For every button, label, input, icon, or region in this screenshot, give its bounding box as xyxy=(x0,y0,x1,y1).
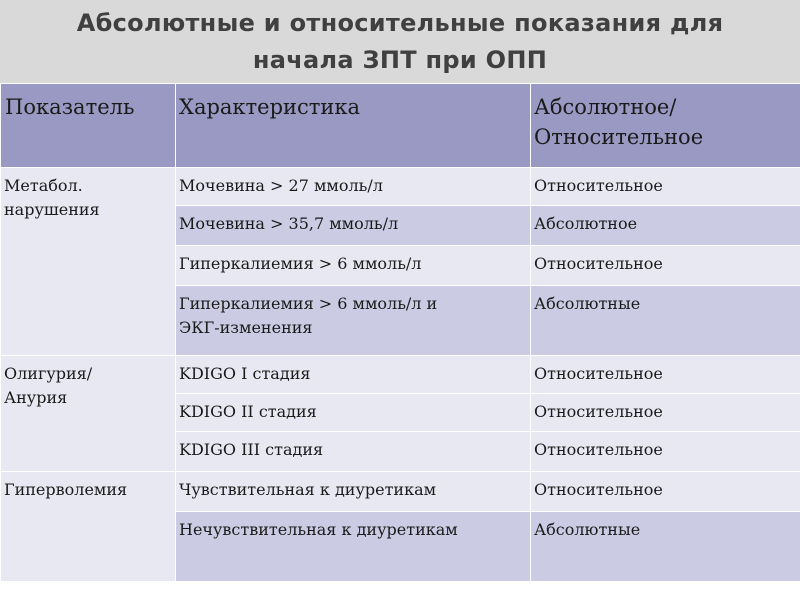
characteristic-text: Чувствительная к диуретикам xyxy=(179,480,437,499)
type-text: Абсолютное xyxy=(534,214,638,233)
type-text: Относительное xyxy=(534,364,663,383)
category-oliguria xyxy=(1,356,176,472)
type-text: Абсолютные xyxy=(534,294,641,313)
characteristic-cell xyxy=(176,394,531,432)
type-cell xyxy=(531,512,800,582)
type-cell xyxy=(531,394,800,432)
header-indicator: Показатель xyxy=(1,84,176,168)
category-hypervolemia xyxy=(1,472,176,582)
header-type-line-2: Относительное xyxy=(534,125,704,149)
title-line-2: начала ЗПТ при ОПП xyxy=(252,46,548,74)
characteristic-cell xyxy=(176,286,531,356)
category-line-2: Анурия xyxy=(4,388,68,407)
characteristic-text: Мочевина > 27 ммоль/л xyxy=(179,176,383,195)
category-line-1: Гиперволемия xyxy=(4,480,128,499)
type-cell xyxy=(531,432,800,472)
indications-table xyxy=(0,83,800,582)
table-row xyxy=(1,356,800,394)
type-cell xyxy=(531,286,800,356)
type-text: Относительное xyxy=(534,402,663,421)
type-text: Относительное xyxy=(534,254,663,273)
characteristic-text: KDIGO II стадия xyxy=(179,402,317,421)
category-line-2: нарушения xyxy=(4,200,100,219)
characteristic-text-line-1: Гиперкалиемия > 6 ммоль/л и xyxy=(179,294,438,313)
type-cell xyxy=(531,206,800,246)
category-line-1: Олигурия/ xyxy=(4,364,93,383)
type-text: Абсолютные xyxy=(534,520,641,539)
characteristic-cell xyxy=(176,246,531,286)
title-line-1: Абсолютные и относительные показания для xyxy=(76,9,724,37)
characteristic-cell xyxy=(176,168,531,206)
slide-title xyxy=(0,0,800,83)
characteristic-cell xyxy=(176,206,531,246)
type-cell xyxy=(531,356,800,394)
type-cell xyxy=(531,472,800,512)
category-metabolic xyxy=(1,168,176,356)
type-text: Относительное xyxy=(534,480,663,499)
table-row xyxy=(1,472,800,512)
table-header-row xyxy=(1,84,800,168)
characteristic-text: Нечувствительная к диуретикам xyxy=(179,520,458,539)
characteristic-cell xyxy=(176,356,531,394)
characteristic-cell xyxy=(176,472,531,512)
header-characteristic: Характеристика xyxy=(176,84,531,168)
type-text: Относительное xyxy=(534,440,663,459)
category-line-1: Метабол. xyxy=(4,176,83,195)
header-type-line-1: Абсолютное/ xyxy=(534,95,677,119)
characteristic-cell xyxy=(176,432,531,472)
type-text: Относительное xyxy=(534,176,663,195)
characteristic-text-line-2: ЭКГ-изменения xyxy=(179,318,313,337)
type-cell xyxy=(531,168,800,206)
characteristic-cell xyxy=(176,512,531,582)
characteristic-text: Гиперкалиемия > 6 ммоль/л xyxy=(179,254,422,273)
header-type xyxy=(531,84,800,168)
type-cell xyxy=(531,246,800,286)
table-row xyxy=(1,168,800,206)
characteristic-text: KDIGO I стадия xyxy=(179,364,311,383)
characteristic-text: Мочевина > 35,7 ммоль/л xyxy=(179,214,399,233)
characteristic-text: KDIGO III стадия xyxy=(179,440,324,459)
